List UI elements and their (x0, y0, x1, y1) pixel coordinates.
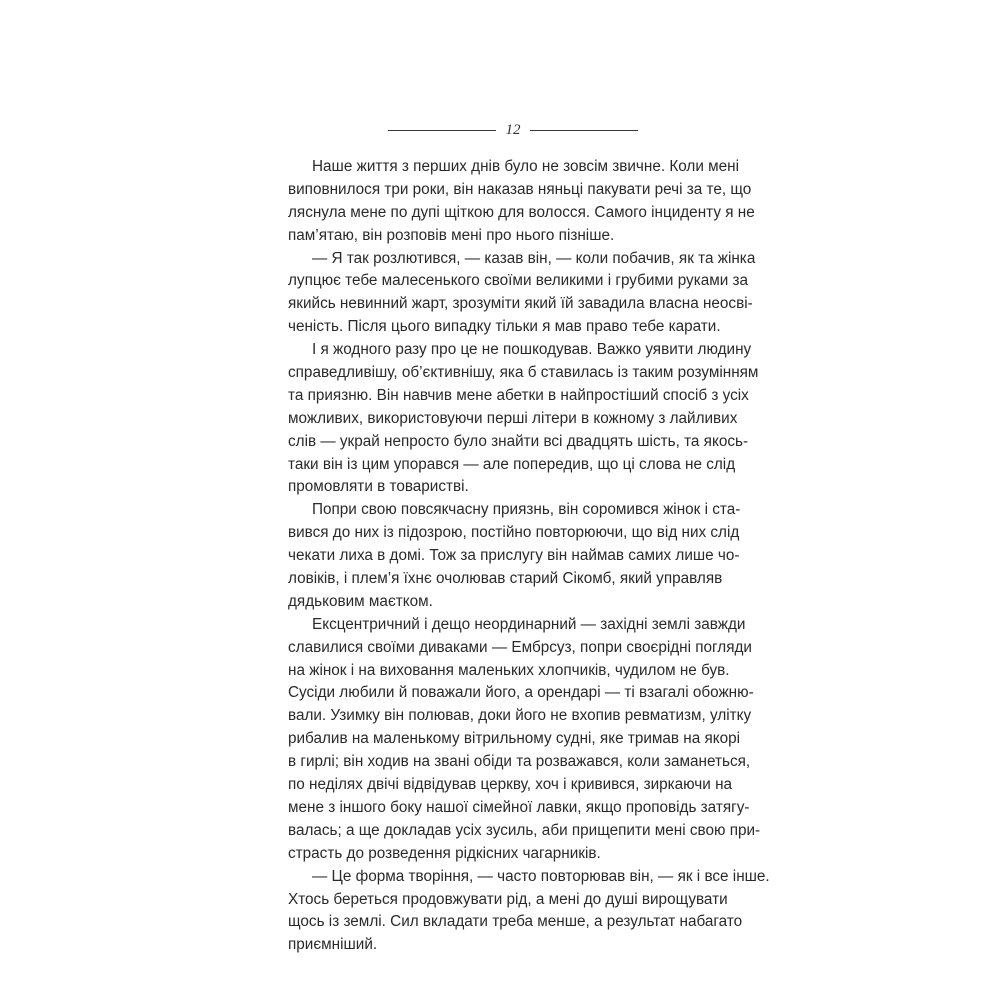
text-line: таки він із цим упорався — але попередив, що ці слова не слід (288, 455, 736, 473)
text-line: Сусіди любили й поважали його, а орендарі — ті взагалі обожню- (288, 684, 754, 702)
text-line: вали. Узимку він полював, доки його не вхопив ревматизм, улітку (288, 707, 752, 725)
paragraph (288, 614, 761, 866)
paragraph (288, 248, 756, 340)
text-line: — Це форма творіння, — часто повторював він, — як і все інше. (312, 867, 770, 885)
text-line: ченість. Після цього випадку тільки я мав право тебе карати. (288, 318, 721, 336)
text-line: валась; а ще докладав усіх зусиль, аби прищепити мені свою при- (288, 821, 761, 839)
text-line: страсть до розведення рідкісних чагарників. (288, 844, 601, 862)
paragraph (288, 156, 755, 248)
text-line: Ексцентричний і дещо неординарний — західні землі завжди (312, 615, 746, 633)
text-line: ляснула мене по дупі щіткою для волосся. Самого інциденту я не (288, 203, 755, 221)
text-line: чекати лиха в домі. Тож за прислугу він наймав самих лише чо- (288, 547, 740, 565)
text-line: пам’ятаю, він розповів мені про нього пізніше. (288, 226, 615, 244)
text-line: ловіків, і плем’я їхнє очолював старий Сікомб, який управляв (288, 570, 723, 588)
text-line: щось із землі. Сил вкладати треба менше, а результат набагато (288, 913, 743, 931)
text-line: вився до них із підозрою, постійно повторюючи, що від них слід (288, 524, 740, 542)
text-line: Попри свою повсякчасну приязнь, він соромився жінок і ста- (312, 501, 741, 519)
text-line: — Я так розлютився, — казав він, — коли побачив, як та жінка (312, 249, 756, 267)
text-line: приємніший. (288, 936, 378, 954)
header-rule-right (530, 130, 638, 131)
text-line: І я жодного разу про це не пошкодував. Важко уявити людину (312, 341, 752, 359)
text-line: справедливішу, об’єктивнішу, яка б ставилась із таким розумінням (288, 364, 759, 382)
text-line: лупцює тебе малесенького своїми великими і грубими руками за (288, 272, 749, 290)
text-line: виповнилося три роки, він наказав няньці пакувати речі за те, що (288, 180, 752, 198)
text-line: слів — украй непросто було знайти всі двадцять шість, та якось- (288, 432, 749, 450)
text-line: рибалив на маленькому вітрильному судні, яке тримав на якорі (288, 730, 741, 748)
text-line: на жінок і на виховання маленьких хлопчиків, чудилом не був. (288, 661, 730, 679)
paragraph (288, 499, 741, 613)
text-line: в гирлі; він ходив на звані обіди та розважався, коли заманеться, (288, 753, 751, 771)
text-line: Хтось береться продовжувати рід, а мені до душі вирощувати (288, 890, 728, 908)
paragraph (288, 339, 759, 499)
text-line: Наше життя з перших днів було не зовсім звичне. Коли мені (312, 158, 740, 175)
header-rule-left (388, 130, 496, 131)
page-number: 12 (505, 122, 521, 138)
text-line: та приязню. Він навчив мене абетки в найпростіший спосіб з усіх (288, 386, 749, 404)
paragraph (288, 866, 770, 958)
text-line: дядьковим маєтком. (288, 592, 433, 610)
body-text (288, 156, 770, 957)
text-line: якийсь невинний жарт, зрозуміти який їй завадила власна неосві- (288, 295, 753, 313)
text-line: мене з іншого боку нашої сімейної лавки, якщо проповідь затягу- (288, 798, 750, 816)
page-header (388, 120, 638, 140)
text-line: по неділях двічі відвідував церкву, хоч і кривився, зиркаючи на (288, 776, 733, 794)
text-line: славилися своїми диваками — Ембрсуз, попри своєрідні погляди (288, 638, 752, 656)
text-line: промовляти в товаристві. (288, 478, 469, 496)
text-line: можливих, використовуючи перші літери в кожному з лайливих (288, 409, 738, 427)
